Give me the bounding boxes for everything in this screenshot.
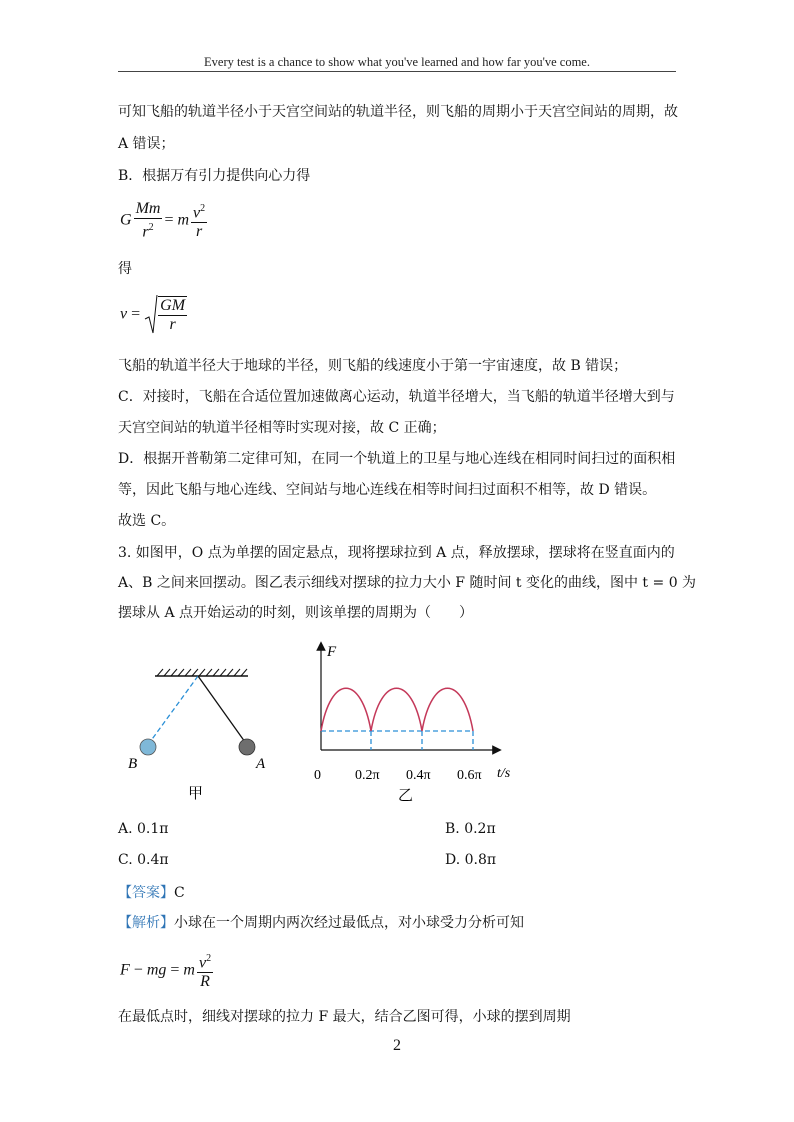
option-c: C. 0.4π	[118, 852, 169, 868]
label-b: B	[128, 756, 138, 772]
question-line: 3. 如图甲，O 点为单摆的固定悬点，现将摆球拉到 A 点，释放摆球，摆球将在竖直面内的	[118, 545, 675, 561]
origin-label: 0	[314, 768, 321, 783]
text-line: 故选 C。	[118, 513, 176, 529]
option-d: D. 0.8π	[445, 852, 497, 868]
question-line: A、B 之间来回摆动。图乙表示细线对摆球的拉力大小 F 随时间 t 变化的曲线，图中 t = 0 为	[118, 575, 697, 591]
caption-yi: 乙	[398, 788, 414, 804]
answer-value: C	[174, 885, 185, 901]
tick-label: 0.6π	[457, 768, 482, 783]
pendulum-figure	[120, 660, 290, 810]
analysis-text: 小球在一个周期内两次经过最低点，对小球受力分析可知	[174, 915, 524, 931]
tick-label: 0.4π	[406, 768, 431, 783]
page-number: 2	[393, 1037, 401, 1054]
formula-gravity: G $\frac{Mm}{r^2}$ = m $\frac{v^2}{r}$	[120, 200, 206, 241]
header-rule	[118, 71, 676, 72]
text-line: D．根据开普勒第二定律可知，在同一个轨道上的卫星与地心连线在相同时间扫过的面积相	[118, 451, 676, 467]
analysis-line: 在最低点时，细线对摆球的拉力 F 最大，结合乙图可得，小球的摆到周期	[118, 1009, 571, 1025]
analysis-line	[118, 913, 524, 933]
text-line: 飞船的轨道半径大于地球的半径，则飞船的线速度小于第一宇宙速度，故 B 错误；	[118, 358, 628, 374]
y-axis-label: F	[327, 644, 337, 660]
text-line: C．对接时，飞船在合适位置加速做离心运动，轨道半径增大，当飞船的轨道半径增大到与	[118, 389, 675, 405]
label-a: A	[256, 756, 266, 772]
text-line: B．根据万有引力提供向心力得	[118, 168, 311, 184]
text-line: 等，因此飞船与地心连线、空间站与地心连线在相等时间扫过面积不相等，故 D 错误。	[118, 482, 657, 498]
text-line: A 错误；	[118, 136, 175, 152]
text-line: 天宫空间站的轨道半径相等时实现对接，故 C 正确；	[118, 420, 446, 436]
answer-tag: 【答案】	[118, 885, 174, 901]
caption-jia: 甲	[188, 786, 204, 802]
question-line: 摆球从 A 点开始运动的时刻，则该单摆的周期为（ ）	[118, 605, 474, 621]
bob-b-icon	[140, 739, 156, 755]
option-a: A. 0.1π	[118, 821, 169, 837]
formula-velocity: v = $\frac{GM}{r}$	[120, 297, 186, 333]
analysis-tag: 【解析】	[118, 915, 174, 931]
formula-tension: F − mg = m $\frac{v^2}{R}$	[120, 950, 215, 991]
force-time-graph	[305, 640, 520, 810]
answer-line	[118, 883, 185, 903]
page-header: Every test is a chance to show what you've learned and how far you've come.	[204, 55, 590, 69]
option-b: B. 0.2π	[445, 821, 496, 837]
text-line: 可知飞船的轨道半径小于天宫空间站的轨道半径，则飞船的周期小于天宫空间站的周期，故	[118, 104, 678, 120]
force-curve	[321, 688, 473, 731]
x-axis-label: t/s	[497, 766, 511, 781]
bob-a-icon	[239, 739, 255, 755]
text-line: 得	[118, 261, 132, 277]
tick-label: 0.2π	[355, 768, 380, 783]
